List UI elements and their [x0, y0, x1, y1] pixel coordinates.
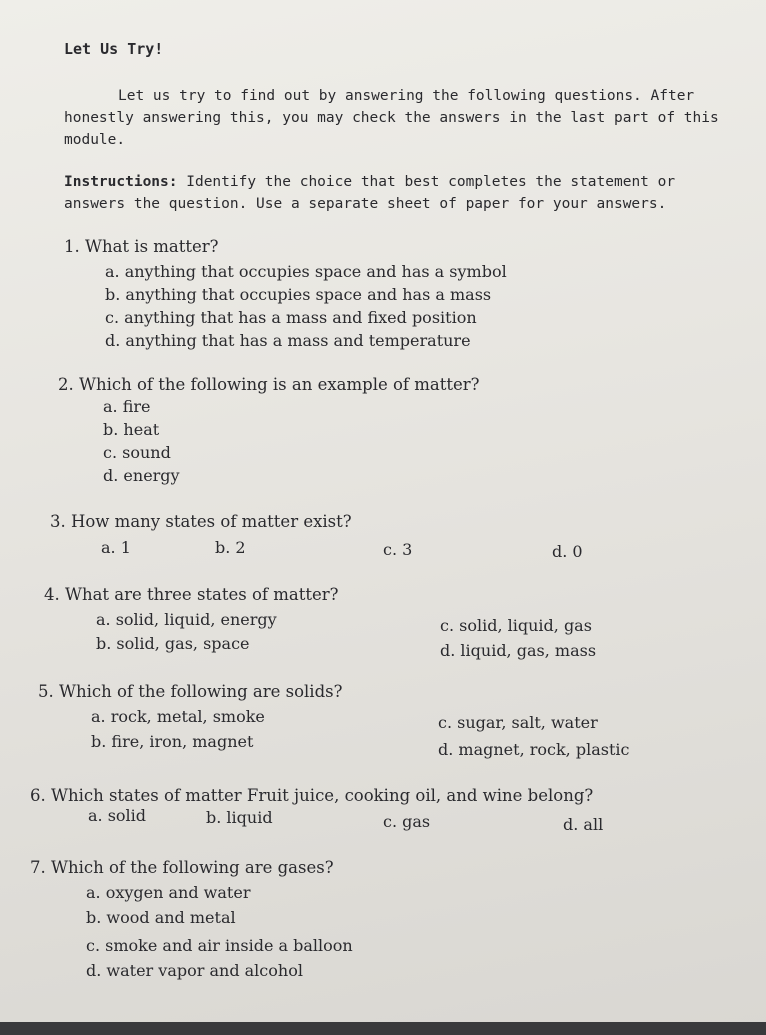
question-5: 5. Which of the following are solids?: [38, 682, 343, 701]
question-7: 7. Which of the following are gases?: [30, 858, 334, 877]
question-1: 1. What is matter?: [64, 237, 219, 256]
question-4-option-d: d. liquid, gas, mass: [440, 641, 597, 660]
question-5-option-a: a. rock, metal, smoke: [91, 707, 265, 726]
question-3-option-d: d. 0: [552, 542, 583, 561]
question-6-option-a: a. solid: [88, 806, 147, 825]
question-3-option-b: b. 2: [215, 538, 246, 557]
question-3-option-c: c. 3: [383, 540, 413, 559]
question-2-option-b: b. heat: [103, 420, 160, 439]
instructions-label: Instructions:: [64, 174, 178, 190]
question-5-option-b: b. fire, iron, magnet: [91, 732, 254, 751]
question-7-option-c: c. smoke and air inside a balloon: [86, 936, 353, 955]
intro-line-2: honestly answering this, you may check the answers in the last part of this: [64, 110, 719, 126]
question-7-option-d: d. water vapor and alcohol: [86, 961, 303, 980]
question-7-option-b: b. wood and metal: [86, 908, 236, 927]
question-2: 2. Which of the following is an example of matter?: [58, 375, 480, 394]
instructions-line-2: answers the question. Use a separate sheet of paper for your answers.: [64, 196, 667, 212]
question-1-option-c: c. anything that has a mass and fixed position: [105, 308, 477, 327]
intro-line-3: module.: [64, 132, 126, 148]
question-5-option-c: c. sugar, salt, water: [438, 713, 598, 732]
question-1-option-d: d. anything that has a mass and temperature: [105, 331, 471, 350]
question-2-option-d: d. energy: [103, 466, 180, 485]
question-4-option-a: a. solid, liquid, energy: [96, 610, 277, 629]
question-1-option-b: b. anything that occupies space and has a mass: [105, 285, 492, 304]
question-6: 6. Which states of matter Fruit juice, cooking oil, and wine belong?: [30, 786, 594, 805]
question-5-option-d: d. magnet, rock, plastic: [438, 740, 630, 759]
question-4-option-c: c. solid, liquid, gas: [440, 616, 592, 635]
question-3: 3. How many states of matter exist?: [50, 512, 352, 531]
page-title: Let Us Try!: [64, 40, 164, 58]
question-6-option-b: b. liquid: [206, 808, 273, 827]
question-6-option-d: d. all: [563, 815, 604, 834]
question-1-option-a: a. anything that occupies space and has a symbol: [105, 262, 507, 281]
question-6-option-c: c. gas: [383, 812, 431, 831]
intro-line-1: Let us try to find out by answering the following questions. After: [118, 88, 695, 104]
question-3-option-a: a. 1: [101, 538, 131, 557]
instructions-text-1: Identify the choice that best completes the statement or: [186, 174, 676, 190]
page-bottom-edge: [0, 1022, 766, 1035]
question-4-option-b: b. solid, gas, space: [96, 634, 250, 653]
instructions-line-1: [64, 174, 675, 190]
question-2-option-a: a. fire: [103, 397, 151, 416]
question-7-option-a: a. oxygen and water: [86, 883, 251, 902]
question-4: 4. What are three states of matter?: [44, 585, 339, 604]
question-2-option-c: c. sound: [103, 443, 171, 462]
